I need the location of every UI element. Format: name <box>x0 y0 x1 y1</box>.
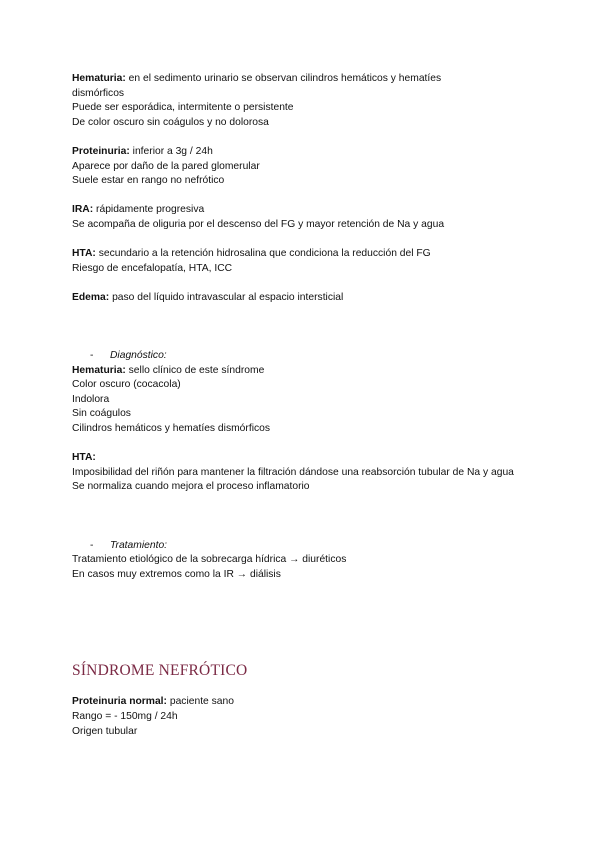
proteinuria-definition <box>72 145 542 160</box>
hta-label: HTA: <box>72 248 96 260</box>
hematuria-text: en el sedimento urinario se observan cilindros hemáticos y hematíes dismórficos <box>72 73 442 99</box>
hematuria-definition <box>72 72 492 101</box>
ira-line-1: Se acompaña de oliguria por el descenso del FG y mayor retención de Na y agua <box>72 218 445 230</box>
diagnostico-line-1: Color oscuro (cocacola) <box>72 379 181 391</box>
nefrotico-line-2: Origen tubular <box>72 725 138 737</box>
tratamiento-line-1: Tratamiento etiológico de la sobrecarga hídrica → diuréticos <box>72 554 347 566</box>
proteinuria-normal-label: Proteinuria normal: <box>72 696 167 708</box>
diagnostico-hta-label-line <box>72 451 542 466</box>
diagnostico-line-4: Cilindros hemáticos y hematíes dismórficos <box>72 423 270 435</box>
nefrotico-line-1: Rango = - 150mg / 24h <box>72 711 178 722</box>
section-heading-nefrotico: SÍNDROME NEFRÓTICO <box>72 662 248 680</box>
edema-label: Edema: <box>72 291 110 303</box>
tratamiento-title: Tratamiento: <box>110 539 168 551</box>
diagnostico-hta-label: HTA: <box>72 452 96 464</box>
proteinuria-normal-text: paciente sano <box>166 696 234 708</box>
diagnostico-title: Diagnóstico: <box>110 350 167 362</box>
tratamiento-bullet <box>72 539 542 554</box>
diagnostico-bullet <box>72 349 542 364</box>
edema-definition <box>72 291 542 306</box>
hta-line-1: Riesgo de encefalopatía, HTA, ICC <box>72 262 233 274</box>
ira-definition <box>72 203 542 218</box>
hta-definition <box>72 247 542 262</box>
diagnostico-hematuria <box>72 364 542 379</box>
bullet-dash: - <box>90 539 94 551</box>
ira-text: rápidamente progresiva <box>93 204 205 216</box>
diagnostico-hematuria-text: sello clínico de este síndrome <box>125 364 265 376</box>
proteinuria-text: inferior a 3g / 24h <box>129 145 213 157</box>
hematuria-line-2: De color oscuro sin coágulos y no dolorosa <box>72 116 269 128</box>
diagnostico-line-2: Indolora <box>72 393 110 405</box>
diagnostico-hematuria-label: Hematuria: <box>72 364 126 376</box>
diagnostico-hta-text: Imposibilidad del riñón para mantener la filtración dándose una reabsorción tubular de Na y agua <box>72 466 514 478</box>
bullet-dash: - <box>90 350 94 362</box>
document-page <box>72 72 542 739</box>
diagnostico-line-3: Sin coágulos <box>72 408 131 420</box>
diagnostico-hta-line-2: Se normaliza cuando mejora el proceso inflamatorio <box>72 481 310 493</box>
proteinuria-label: Proteinuria: <box>72 145 130 157</box>
hta-text: secundario a la retención hidrosalina que condiciona la reducción del FG <box>95 248 431 260</box>
hematuria-label: Hematuria: <box>72 73 126 84</box>
hematuria-line-1: Puede ser esporádica, intermitente o persistente <box>72 102 294 114</box>
edema-text: paso del líquido intravascular al espacio intersticial <box>109 291 344 303</box>
tratamiento-line-2: En casos muy extremos como la IR → diálisis <box>72 568 281 580</box>
proteinuria-normal-definition <box>72 695 542 710</box>
proteinuria-line-2: Suele estar en rango no nefrótico <box>72 175 225 187</box>
proteinuria-line-1: Aparece por daño de la pared glomerular <box>72 160 260 172</box>
ira-label: IRA: <box>72 204 94 216</box>
